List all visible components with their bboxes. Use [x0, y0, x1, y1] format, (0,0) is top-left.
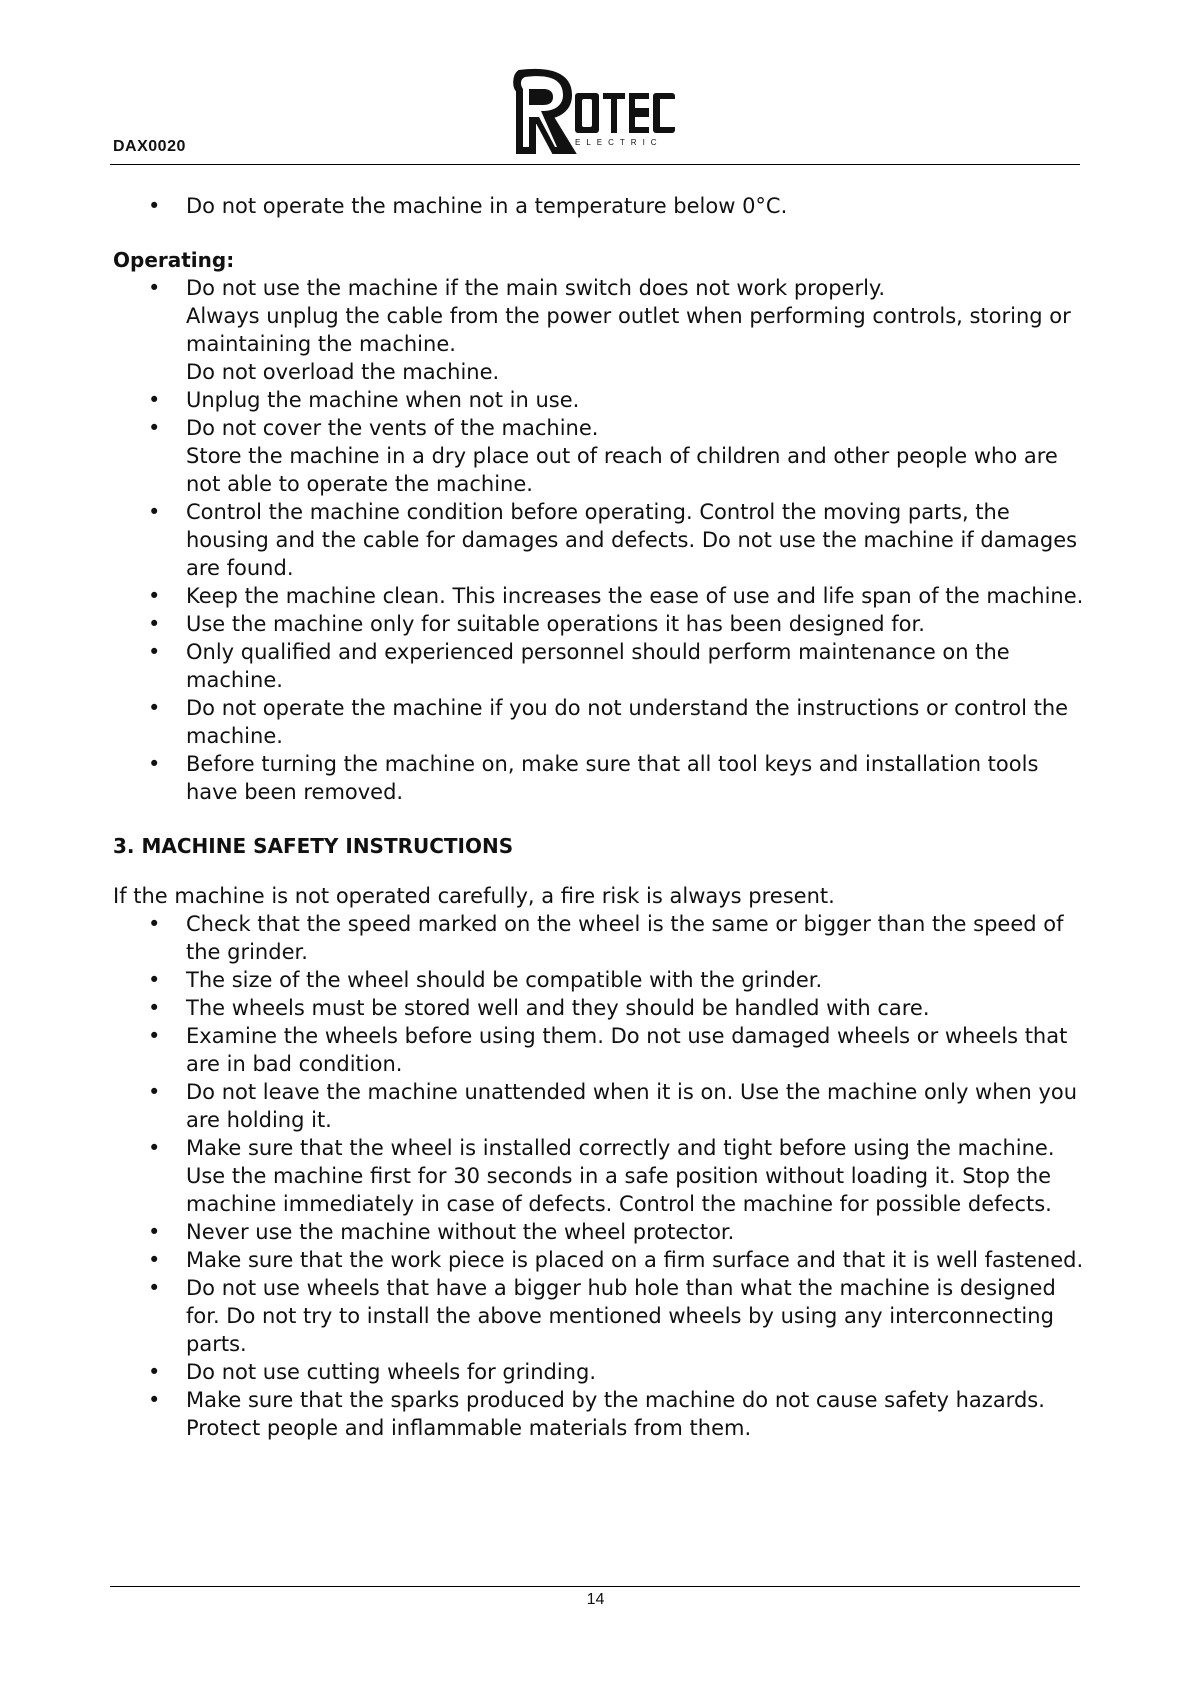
list-item: • Make sure that the sparks produced by the machine do not cause safety hazards. Protect people and inflammable materials from them. [113, 1386, 1093, 1442]
list-item: • The wheels must be stored well and they should be handled with care. [113, 994, 1093, 1022]
list-item: • Unplug the machine when not in use. [113, 386, 1093, 414]
list-item: • Do not operate the machine if you do not understand the instructions or control the machine. [113, 694, 1093, 750]
operating-list [113, 274, 1093, 806]
list-item: • Do not use cutting wheels for grinding. [113, 1358, 1093, 1386]
list-item-continuation: Always unplug the cable from the power outlet when performing controls, storing or maintaining the machine. [186, 304, 1071, 356]
intro-list [113, 192, 1093, 220]
list-item: • Do not use the machine if the main switch does not work properly. [113, 274, 1093, 302]
list-item: • Do not operate the machine in a temperature below 0°C. [113, 192, 1093, 220]
list-item: • Make sure that the wheel is installed correctly and tight before using the machine. Use the machine first for 30 seconds in a safe position without loading it. Stop the machine immediately in case of defects. Control the machine for possible defects. [113, 1134, 1093, 1218]
document-body [113, 192, 1093, 1442]
list-item-continuation: Do not overload the machine. [186, 360, 500, 384]
list-item: • Check that the speed marked on the wheel is the same or bigger than the speed of the grinder. [113, 910, 1093, 966]
list-item: • Do not use wheels that have a bigger hub hole than what the machine is designed for. Do not try to install the above mentioned wheels by using any interconnecting parts. [113, 1274, 1093, 1358]
list-item: • Examine the wheels before using them. Do not use damaged wheels or wheels that are in bad condition. [113, 1022, 1093, 1078]
list-item: • Control the machine condition before operating. Control the moving parts, the housing and the cable for damages and defects. Do not use the machine if damages are found. [113, 498, 1093, 582]
section-intro: If the machine is not operated carefully, a fire risk is always present. [113, 884, 835, 908]
rotec-logo [509, 65, 679, 161]
list-item: • Never use the machine without the wheel protector. [113, 1218, 1093, 1246]
list-item: • The size of the wheel should be compatible with the grinder. [113, 966, 1093, 994]
list-item-continuation: Store the machine in a dry place out of reach of children and other people who are not able to operate the machine. [186, 444, 1058, 496]
list-item: • Make sure that the work piece is placed on a firm surface and that it is well fastened. [113, 1246, 1093, 1274]
list-item: • Keep the machine clean. This increases the ease of use and life span of the machine. [113, 582, 1093, 610]
machine-safety-list [113, 910, 1093, 1442]
section-heading: 3. MACHINE SAFETY INSTRUCTIONS [113, 834, 514, 858]
list-item: • Do not cover the vents of the machine. [113, 414, 1093, 442]
list-item: • Only qualified and experienced personnel should perform maintenance on the machine. [113, 638, 1093, 694]
header-divider [110, 164, 1080, 165]
list-item: • Do not leave the machine unattended when it is on. Use the machine only when you are holding it. [113, 1078, 1093, 1134]
document-code: DAX0020 [113, 138, 186, 155]
logo-subtext: ELECTRIC [575, 138, 663, 147]
footer-divider [110, 1586, 1080, 1587]
page-number: 14 [586, 1591, 605, 1608]
list-item: • Use the machine only for suitable operations it has been designed for. [113, 610, 1093, 638]
list-item: • Before turning the machine on, make sure that all tool keys and installation tools have been removed. [113, 750, 1093, 806]
operating-heading: Operating: [113, 248, 235, 272]
